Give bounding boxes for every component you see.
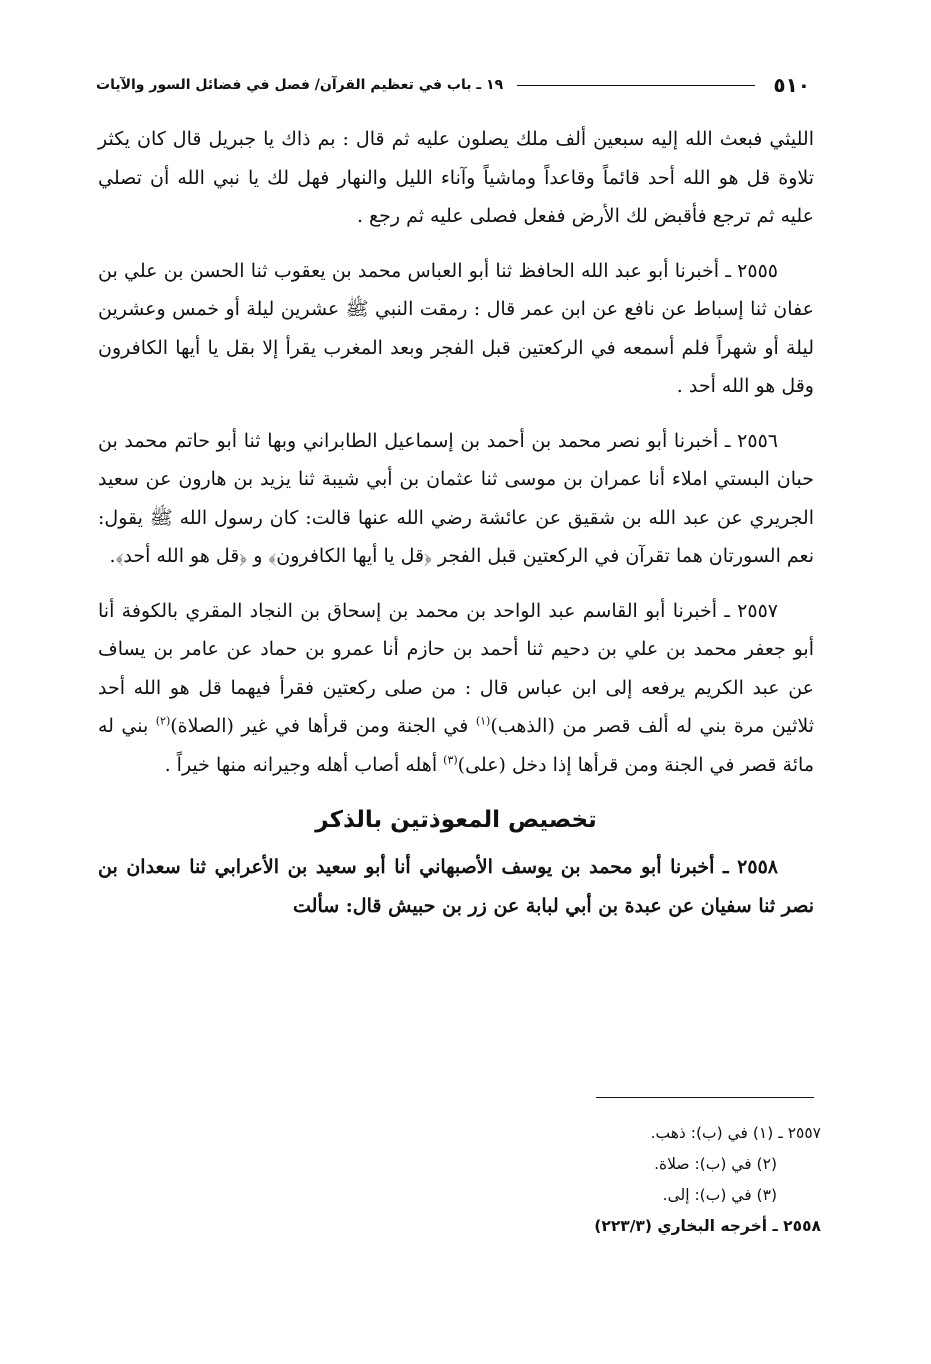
page-number: ٥١٠ xyxy=(773,73,810,97)
footnote-2557-1: ٢٥٥٧ ـ (١) في (ب): ذهب. xyxy=(650,1124,821,1142)
footnote-2558: ٢٥٥٨ ـ أخرجه البخاري (٢٢٣/٣) xyxy=(594,1217,821,1235)
footnotes xyxy=(401,1118,821,1242)
hadith-2556: ٢٥٥٦ ـ أخبرنا أبو نصر محمد بن أحمد بن إسماعيل الطابراني وبها ثنا أبو حاتم محمد بن حبان البستي املاء أنا عمران بن موسى ثنا عثمان بن أبي شيبة ثنا يزيد بن هارون عن سعيد الجريري عن عبد الله بن شقيق عن عائشة رضي الله عنها قالت: كان رسول الله ﷺ يقول: نعم السورتان هما تقرآن في الركعتين قبل الفجر ﴿قل يا أيها الكافرون﴾ و ﴿قل هو الله أحد﴾. xyxy=(98,429,814,567)
footnote-2557-2: (٢) في (ب): صلاة. xyxy=(654,1155,777,1173)
chapter-title: ١٩ ـ باب في تعظيم القرآن/ فصل في فضائل السور والآيات xyxy=(96,77,504,93)
hadith-2555: ٢٥٥٥ ـ أخبرنا أبو عبد الله الحافظ ثنا أبو العباس محمد بن يعقوب ثنا الحسن بن علي بن عفان ثنا إسباط عن نافع عن ابن عمر قال : رمقت النبي ﷺ عشرين ليلة أو خمس وعشرين ليلة أو شهراً فلم أسمعه في الركعتين قبل الفجر وبعد المغرب يقرأ إلا بقل يا أيها الكافرون وقل هو الله أحد . xyxy=(98,259,814,397)
main-text xyxy=(98,120,814,941)
header-rule xyxy=(517,85,755,86)
hadith-2557-part4: أهله أصاب أهله وجيرانه منها خيراً . xyxy=(164,753,444,776)
footnote-2557-3: (٣) في (ب): إلى. xyxy=(662,1186,777,1204)
hadith-2558: ٢٥٥٨ ـ أخبرنا أبو محمد بن يوسف الأصبهاني أنا أبو سعيد بن الأعرابي ثنا سعدان بن نصر ثنا سفيان عن عبدة بن أبي لبابة عن زر بن حبيش قال: سألت xyxy=(98,856,814,917)
hadith-2557-part1: ٢٥٥٧ ـ أخبرنا أبو القاسم عبد الواحد بن محمد بن إسحاق بن النجاد المقري بالكوفة أنا أبو جعفر محمد بن علي بن دحيم ثنا أحمد بن حازم أنا عمرو بن حماد عن عامر بن يساف عن عبد الكريم يرفعه إلى ابن عباس قال : من صلى ركعتين فقرأ فيهما قل هو الله أحد ثلاثين مرة بني له ألف قصر من (الذهب) xyxy=(98,599,815,737)
paragraph-continuation: الليثي فبعث الله إليه سبعين ألف ملك يصلون عليه ثم قال : بم ذاك يا جبريل قال كان يكثر تلاوة قل هو الله أحد قائماً وقاعداً وماشياً وآناء الليل والنهار فهل لك يا نبي الله أن تصلي عليه ثم ترجع فأقبض لك الأرض ففعل فصلى عليه ثم رجع . xyxy=(98,128,814,227)
footnote-ref-2[interactable]: (٢) xyxy=(155,714,171,728)
footnote-ref-3[interactable]: (٣) xyxy=(443,753,458,767)
section-heading: تخصيص المعوذتين بالذكر xyxy=(315,807,597,833)
hadith-2557-part3: بني له مائة قصر في الجنة ومن قرأها إذا دخل (على) xyxy=(98,715,814,776)
footnote-rule xyxy=(596,1097,814,1098)
running-header xyxy=(96,70,810,100)
hadith-2557 xyxy=(98,592,814,785)
hadith-2557-part2: في الجنة ومن قرأها في غير (الصلاة) xyxy=(170,715,476,737)
footnote-ref-1[interactable]: (١) xyxy=(475,714,491,728)
